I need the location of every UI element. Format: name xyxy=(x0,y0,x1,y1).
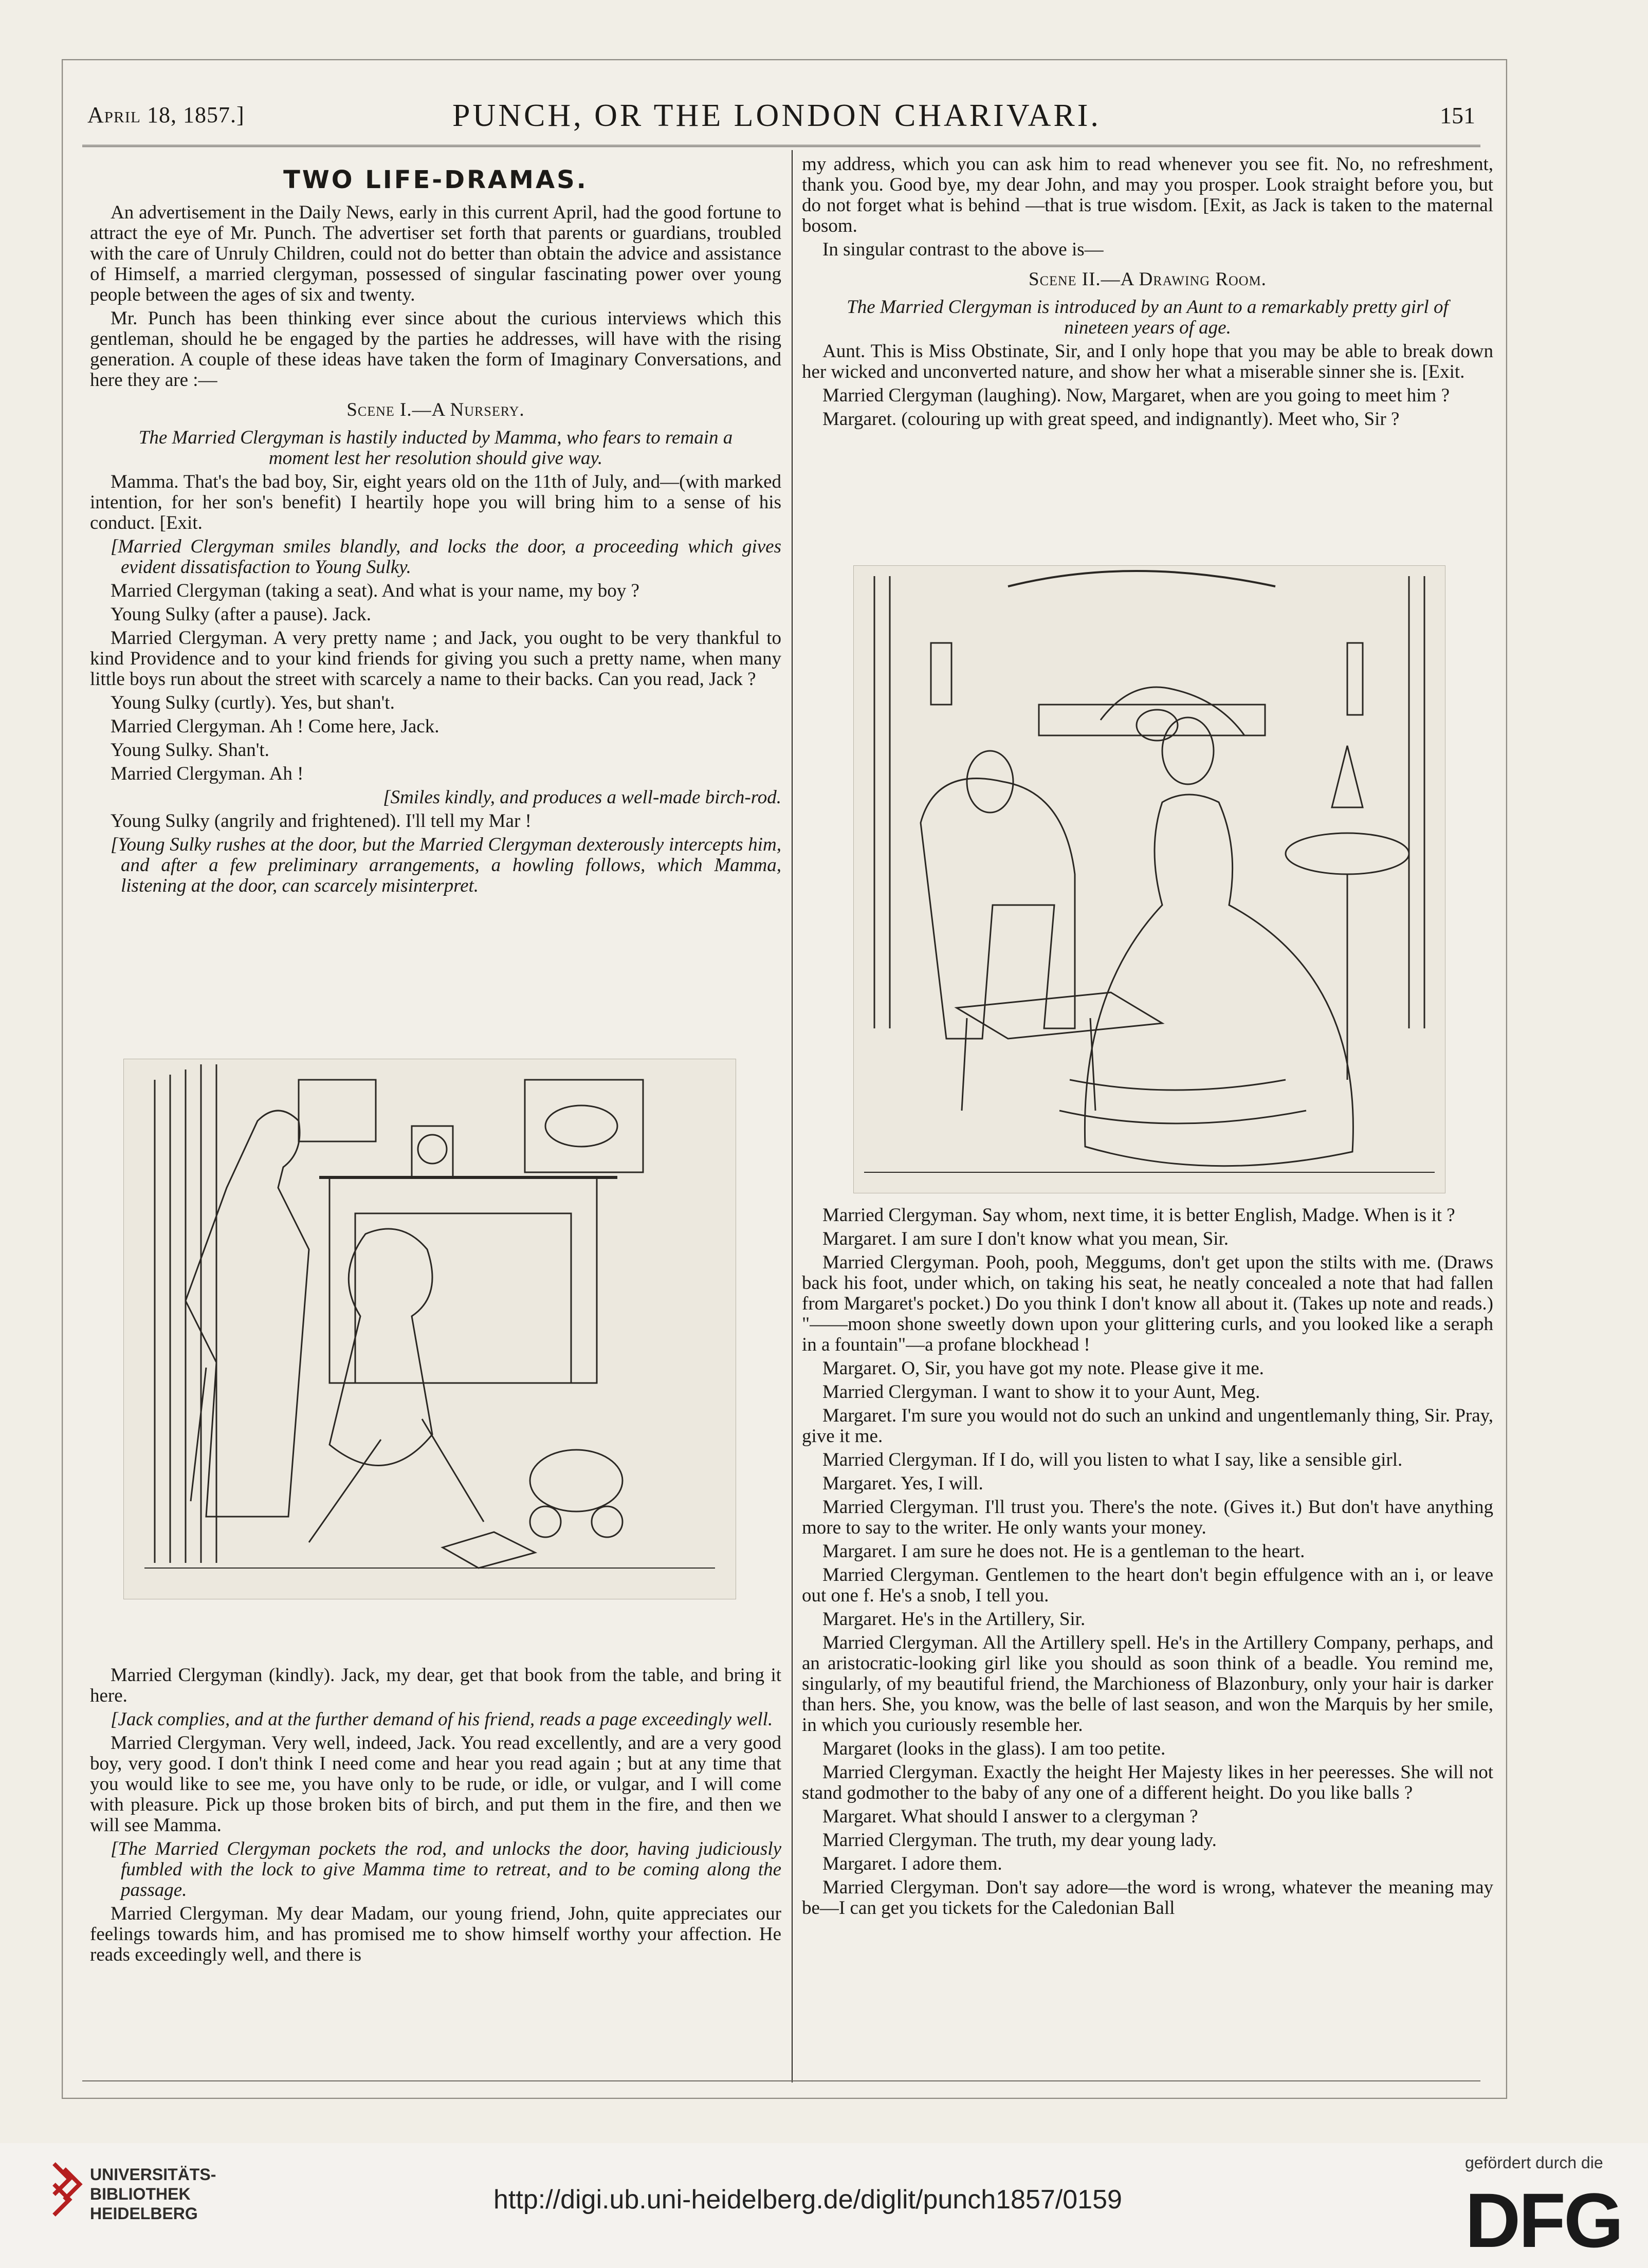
dialogue-line: Married Clergyman. All the Artillery spell. He's in the Artillery Company, perhaps, and an aristocratic-looking girl like you should as soon think of a beadle. You remind me, singularly, of my beautiful friend, the Marchioness of Blazonbury, only your hair is darker than hers. She, you know, was the belle of last season, and won the Marquis by her smile, in which you curiously resemble her. xyxy=(802,1632,1493,1736)
dialogue-line: Married Clergyman (taking a seat). And what is your name, my boy ? xyxy=(111,580,639,601)
dialogue-line: Married Clergyman. Very well, indeed, Jack. You read excellently, and are a very good boy, very good. I don't think I need come and hear you read again ; but at any time that you would like to see me, you have only to be rude, or idle, or vulgar, and I will come with pleasure. Pick up those broken bits of birch, and put them in the fire, and then we will see Mamma. xyxy=(90,1732,781,1836)
right-column-top xyxy=(802,154,1493,433)
dialogue-line: Margaret. I adore them. xyxy=(822,1853,1002,1874)
dialogue-line: Margaret. (colouring up with great speed, and indignantly). Meet who, Sir ? xyxy=(822,409,1400,430)
dialogue-line: Margaret. What should I answer to a clergyman ? xyxy=(822,1806,1198,1827)
digitization-footer xyxy=(0,2143,1648,2268)
dialogue-line: Aunt. This is Miss Obstinate, Sir, and I only hope that you may be able to break down her wicked and unconverted nature, and show her what a miserable sinner she is. [Exit. xyxy=(802,341,1493,382)
intro-paragraph-2: Mr. Punch has been thinking ever since about the curious interviews which this gentleman, should he be engaged by the parties he addresses, will have with the rising generation. A couple of these ideas have taken the form of Imaginary Conversations, and here they are :— xyxy=(90,308,781,391)
dialogue-line: Married Clergyman (laughing). Now, Margaret, when are you going to meet him ? xyxy=(822,385,1450,406)
source-url-link[interactable]: http://digi.ub.uni-heidelberg.de/diglit/punch1857/0159 xyxy=(493,2185,1122,2215)
dialogue-line: Married Clergyman. Exactly the height Her Majesty likes in her peeresses. She will not stand godmother to the baby of any one of a different height. Do you like balls ? xyxy=(802,1762,1493,1803)
dialogue-line: Mamma. That's the bad boy, Sir, eight years old on the 11th of July, and—(with marked intention, for her son's benefit) I heartily hope you will bring him to a sense of his conduct. [Exit. xyxy=(90,471,781,533)
dialogue-line: Young Sulky (after a pause). Jack. xyxy=(111,604,371,625)
issue-date: April 18, 1857.] xyxy=(87,102,245,127)
dialogue-line: Married Clergyman. If I do, will you listen to what I say, like a sensible girl. xyxy=(822,1449,1403,1470)
dialogue-line: Young Sulky (curtly). Yes, but shan't. xyxy=(111,692,395,713)
university-library-name: UNIVERSITÄTS- BIBLIOTHEK HEIDELBERG xyxy=(90,2165,216,2223)
stage-direction: [The Married Clergyman pockets the rod, and unlocks the door, having judiciously fumbled with the lock to give Mamma time to retreat, and to be coming along the passage. xyxy=(111,1838,781,1901)
continued-line: my address, which you can ask him to read whenever you see fit. No, no refreshment, thank you. Good bye, my dear John, and may you prosper. Look straight before you, but do not forget what is behind —that is true wisdom. [Exit, as Jack is taken to the maternal bosom. xyxy=(802,154,1493,236)
dialogue-line: Margaret. I'm sure you would not do such an unkind and ungentlemanly thing, Sir. Pray, give it me. xyxy=(802,1405,1493,1447)
dialogue-line: Married Clergyman. I'll trust you. There's the note. (Gives it.) But don't have anything more to say to the writer. He only wants your money. xyxy=(802,1497,1493,1538)
drawing-room-illustration xyxy=(853,565,1445,1193)
dialogue-line: Margaret. I am sure he does not. He is a gentleman to the heart. xyxy=(822,1541,1305,1562)
dialogue-line: Margaret (looks in the glass). I am too petite. xyxy=(822,1738,1166,1759)
dfg-logo: DFG xyxy=(1465,2177,1622,2263)
dialogue-line: Married Clergyman (kindly). Jack, my dear, get that book from the table, and bring it here. xyxy=(90,1665,781,1706)
article-heading: TWO LIFE-DRAMAS. xyxy=(283,165,588,194)
dialogue-line: Margaret. I am sure I don't know what you mean, Sir. xyxy=(822,1228,1229,1249)
dialogue-line: Margaret. He's in the Artillery, Sir. xyxy=(822,1609,1086,1630)
footer-rule xyxy=(82,2080,1480,2081)
dialogue-line: Married Clergyman. Pooh, pooh, Meggums, don't get upon the stilts with me. (Draws back his foot, under which, on taking his seat, he neatly concealed a note that had fallen from Margaret's pocket.) Do you think I don't know all about it. (Takes up note and reads.) "——moon shone sweetly down upon your glittering curls, and you looked like a seraph in a fountain"—a profane blockhead ! xyxy=(802,1252,1493,1355)
stage-direction: [Married Clergyman smiles blandly, and locks the door, a proceeding which gives evident dissatisfaction to Young Sulky. xyxy=(111,536,781,578)
page-number: 151 xyxy=(1440,102,1475,128)
dialogue-line: Married Clergyman. My dear Madam, our young friend, John, quite appreciates our feelings towards him, and has promised me to show himself worthy your affection. He reads exceedingly well, and there is xyxy=(90,1903,781,1965)
stage-direction: [Young Sulky rushes at the door, but the Married Clergyman dexterously intercepts him, and after a few preliminary arrangements, a howling follows, which Mamma, listening at the door, can scarcely misinterpret. xyxy=(111,834,781,896)
dialogue-line: Married Clergyman. The truth, my dear young lady. xyxy=(822,1830,1217,1851)
left-column-top xyxy=(90,164,781,899)
stage-direction: [Smiles kindly, and produces a well-made birch-rod. xyxy=(383,787,781,808)
scene-2-title: Scene II.—A Drawing Room. xyxy=(1029,269,1267,290)
dialogue-line: Married Clergyman. Don't say adore—the word is wrong, whatever the meaning may be—I can get you tickets for the Caledonian Ball xyxy=(802,1877,1493,1919)
dialogue-line: Married Clergyman. Ah ! Come here, Jack. xyxy=(111,716,440,737)
dialogue-line: Margaret. Yes, I will. xyxy=(822,1473,983,1494)
dialogue-line: Married Clergyman. Say whom, next time, it is better English, Madge. When is it ? xyxy=(822,1205,1455,1226)
left-column-bottom xyxy=(90,1665,781,1968)
nursery-illustration xyxy=(123,1059,736,1599)
funded-by-label: gefördert durch die xyxy=(1465,2153,1603,2172)
dialogue-line: Young Sulky. Shan't. xyxy=(111,740,269,761)
dialogue-line: Margaret. O, Sir, you have got my note. Please give it me. xyxy=(822,1358,1264,1379)
dialogue-line: Young Sulky (angrily and frightened). I'll tell my Mar ! xyxy=(111,810,532,832)
scene-2-direction: The Married Clergyman is introduced by an Aunt to a remarkably pretty girl of nineteen years of age. xyxy=(847,297,1449,338)
dialogue-line: Married Clergyman. Ah ! xyxy=(111,763,304,784)
right-column-bottom xyxy=(802,1205,1493,1922)
header-rule xyxy=(82,145,1480,147)
dialogue-line: Married Clergyman. I want to show it to your Aunt, Meg. xyxy=(822,1381,1260,1403)
university-library-logo-icon xyxy=(51,2159,87,2225)
intro-paragraph-1: An advertisement in the Daily News, early in this current April, had the good fortune to attract the eye of Mr. Punch. The advertiser set forth that parents or guardians, troubled with the care of Unruly Children, could not do better than obtain the advice and assistance of Himself, a married clergyman, possessed of singular fascinating power over young people between the ages of six and twenty. xyxy=(90,202,781,305)
publication-title: PUNCH, OR THE LONDON CHARIVARI. xyxy=(452,98,1101,133)
dialogue-line: Married Clergyman. A very pretty name ; and Jack, you ought to be very thankful to kind Providence and to your kind friends for giving you such a pretty name, when many little boys run about the street with scarcely a name to their backs. Can you read, Jack ? xyxy=(90,628,781,690)
contrast-line: In singular contrast to the above is— xyxy=(822,239,1104,260)
dialogue-line: Married Clergyman. Gentlemen to the heart don't begin effulgence with an i, or leave out one f. He's a snob, I tell you. xyxy=(802,1564,1493,1606)
column-divider xyxy=(792,150,793,2082)
scene-1-title: Scene I.—A Nursery. xyxy=(346,399,525,420)
scene-1-direction: The Married Clergyman is hastily inducted by Mamma, who fears to remain a moment lest her resolution should give way. xyxy=(138,427,733,469)
stage-direction: [Jack complies, and at the further demand of his friend, reads a page exceedingly well. xyxy=(111,1709,773,1730)
page-header xyxy=(87,98,1475,144)
